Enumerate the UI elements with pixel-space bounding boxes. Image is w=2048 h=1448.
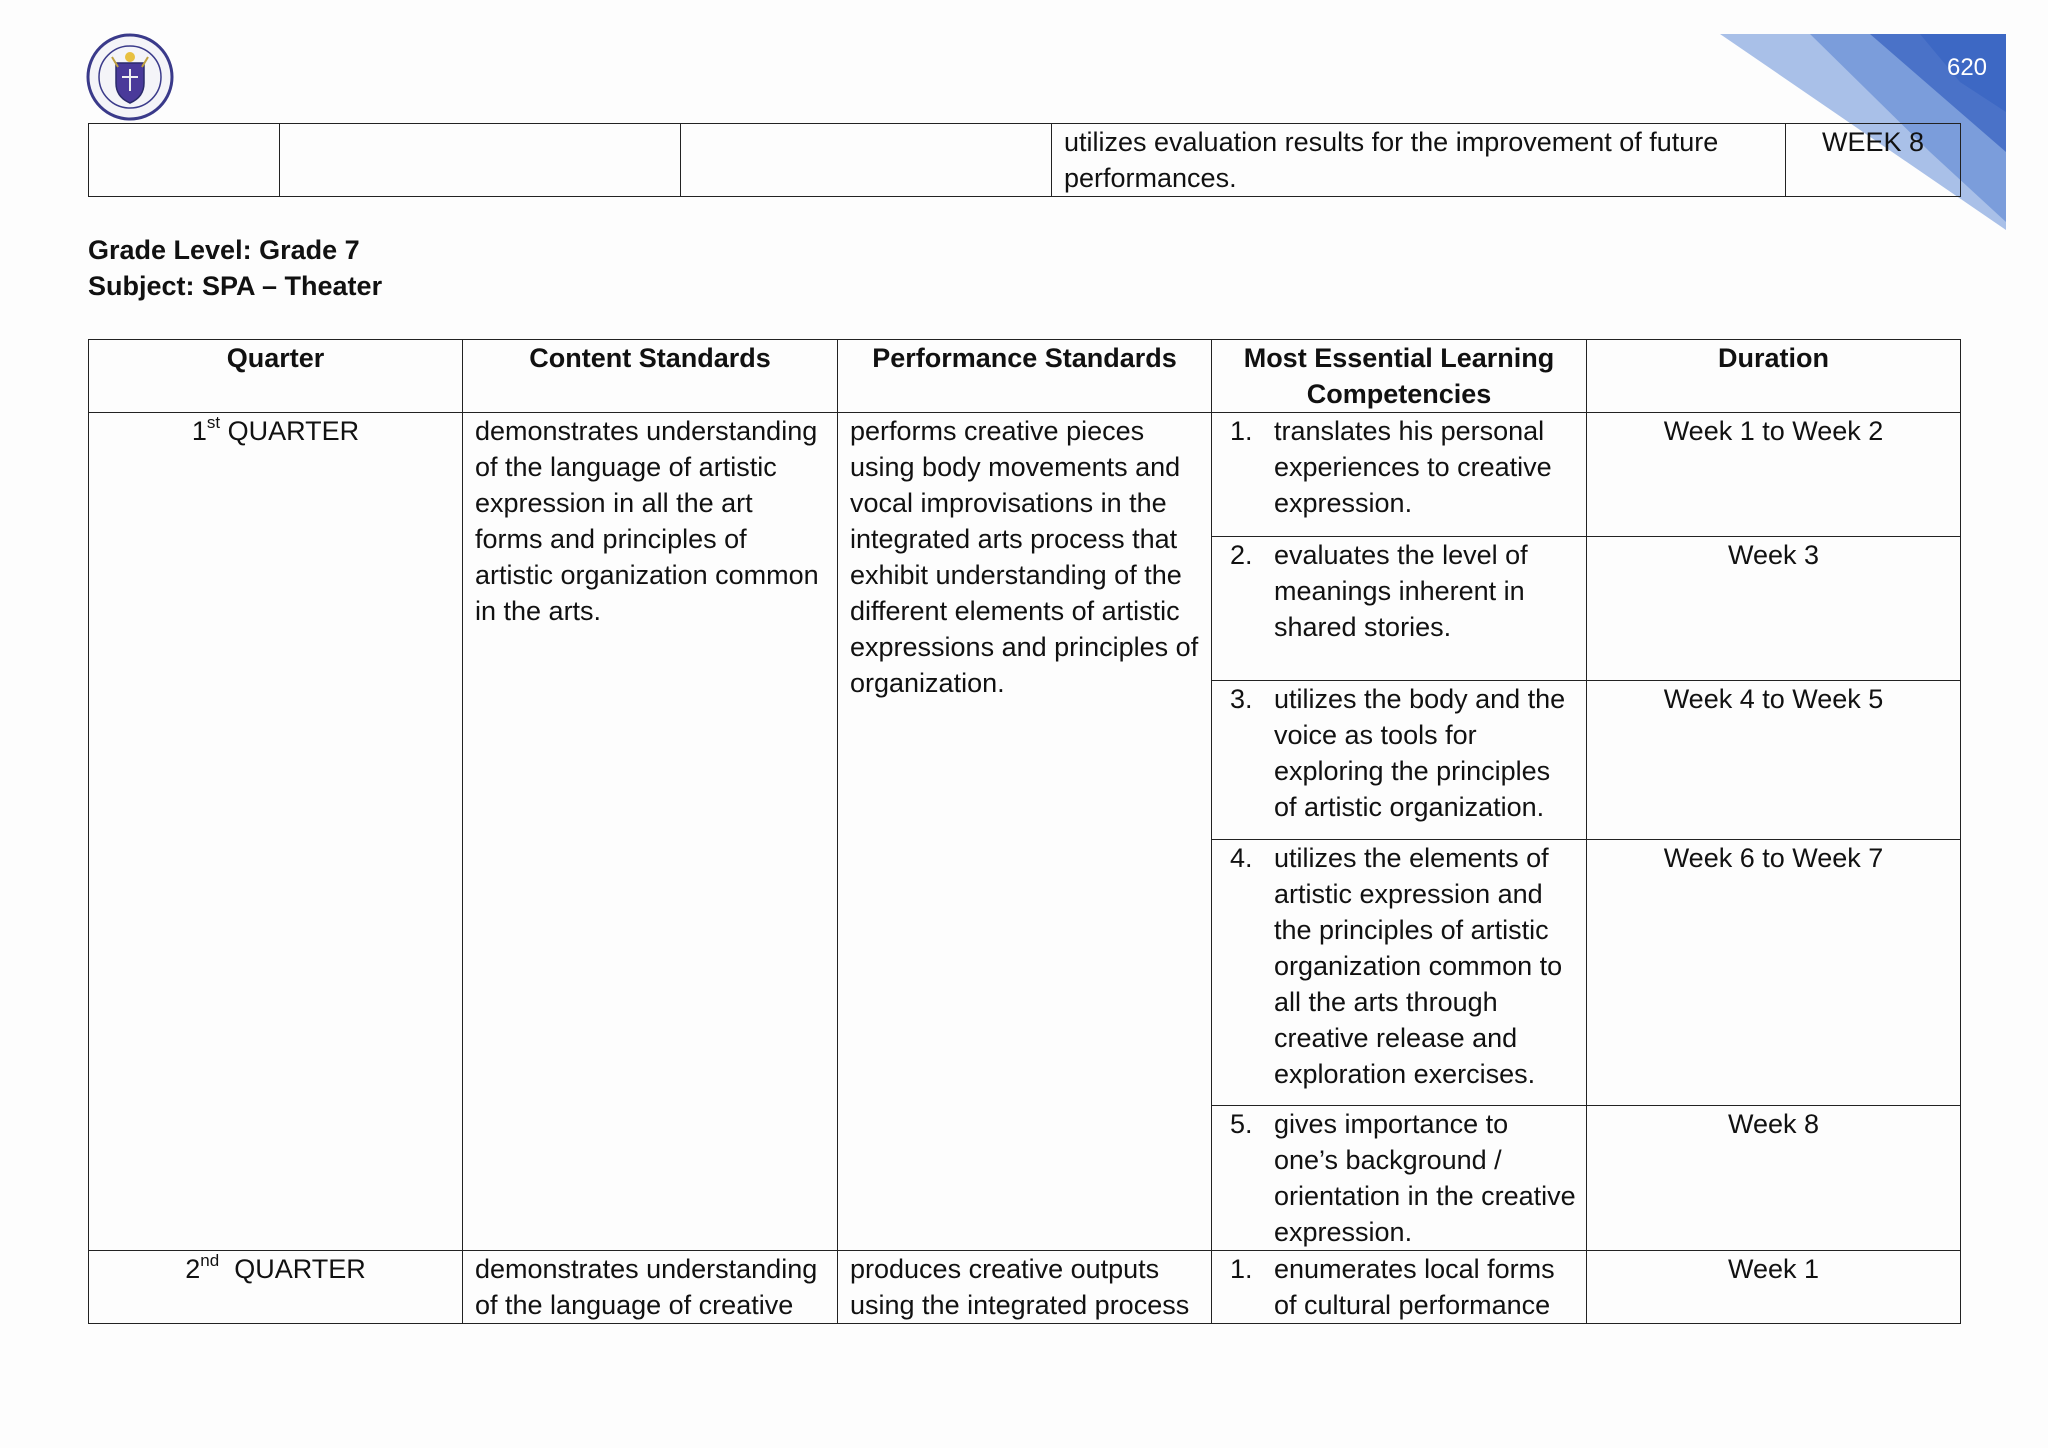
performance-standard-cell: produces creative outputs using the integrated process	[838, 1251, 1212, 1324]
empty-cell	[89, 124, 280, 197]
table-row	[89, 124, 1961, 197]
duration-cell: Week 1 to Week 2	[1587, 413, 1961, 537]
duration-cell: WEEK 8	[1786, 124, 1961, 197]
table-row	[89, 1251, 1961, 1324]
empty-cell	[280, 124, 681, 197]
duration-cell: Week 1	[1587, 1251, 1961, 1324]
performance-standard-cell: performs creative pieces using body movements and vocal improvisations in the integrated arts process that exhibit understanding of the different elements of artistic expressions and principles of organization.	[838, 413, 1212, 1251]
competency-text: enumerates local forms of cultural performance	[1274, 1254, 1555, 1320]
content-standard-cell: demonstrates understanding of the language of creative	[463, 1251, 838, 1324]
document-meta	[88, 232, 382, 304]
list-number: 2.	[1230, 540, 1253, 570]
empty-cell	[681, 124, 1052, 197]
duration-cell: Week 4 to Week 5	[1587, 681, 1961, 840]
header-duration: Duration	[1587, 340, 1961, 413]
grade-level: Grade Level: Grade 7	[88, 235, 360, 265]
header-performance-standards: Performance Standards	[838, 340, 1212, 413]
competency-cell	[1212, 1106, 1587, 1251]
header-quarter: Quarter	[89, 340, 463, 413]
competency-text: gives importance to one’s background / orientation in the creative expression.	[1274, 1109, 1576, 1247]
duration-cell: Week 3	[1587, 537, 1961, 681]
continuation-table	[88, 123, 1961, 197]
competency-text: evaluates the level of meanings inherent in shared stories.	[1274, 540, 1528, 642]
competency-text: utilizes the elements of artistic expression and the principles of artistic organization common to all the arts through creative release and exploration exercises.	[1274, 843, 1563, 1089]
table-row	[89, 413, 1961, 537]
competency-cell	[1212, 681, 1587, 840]
list-number: 4.	[1230, 843, 1253, 873]
quarter-cell: 1st QUARTER	[89, 413, 463, 1251]
content-standard-cell: demonstrates understanding of the language of artistic expression in all the art forms and principles of artistic organization common in the arts.	[463, 413, 838, 1251]
deped-seal-logo	[86, 33, 174, 121]
competency-cell	[1212, 537, 1587, 681]
header-row	[89, 340, 1961, 413]
list-number: 1.	[1230, 416, 1253, 446]
competency-text: translates his personal experiences to creative expression.	[1274, 416, 1552, 518]
curriculum-table	[88, 339, 1961, 1324]
duration-cell: Week 6 to Week 7	[1587, 840, 1961, 1106]
subject: Subject: SPA – Theater	[88, 271, 383, 301]
quarter-cell: 2nd QUARTER	[89, 1251, 463, 1324]
competency-cell: utilizes evaluation results for the improvement of future performances.	[1052, 124, 1786, 197]
competency-cell	[1212, 840, 1587, 1106]
duration-cell: Week 8	[1587, 1106, 1961, 1251]
list-number: 3.	[1230, 684, 1253, 714]
header-competencies: Most Essential Learning Competencies	[1212, 340, 1587, 413]
list-number: 5.	[1230, 1109, 1253, 1139]
page-number: 620	[1946, 54, 1988, 81]
competency-cell	[1212, 1251, 1587, 1324]
header-content-standards: Content Standards	[463, 340, 838, 413]
list-number: 1.	[1230, 1254, 1253, 1284]
competency-cell	[1212, 413, 1587, 537]
competency-text: utilizes the body and the voice as tools for exploring the principles of artistic organization.	[1274, 684, 1566, 822]
